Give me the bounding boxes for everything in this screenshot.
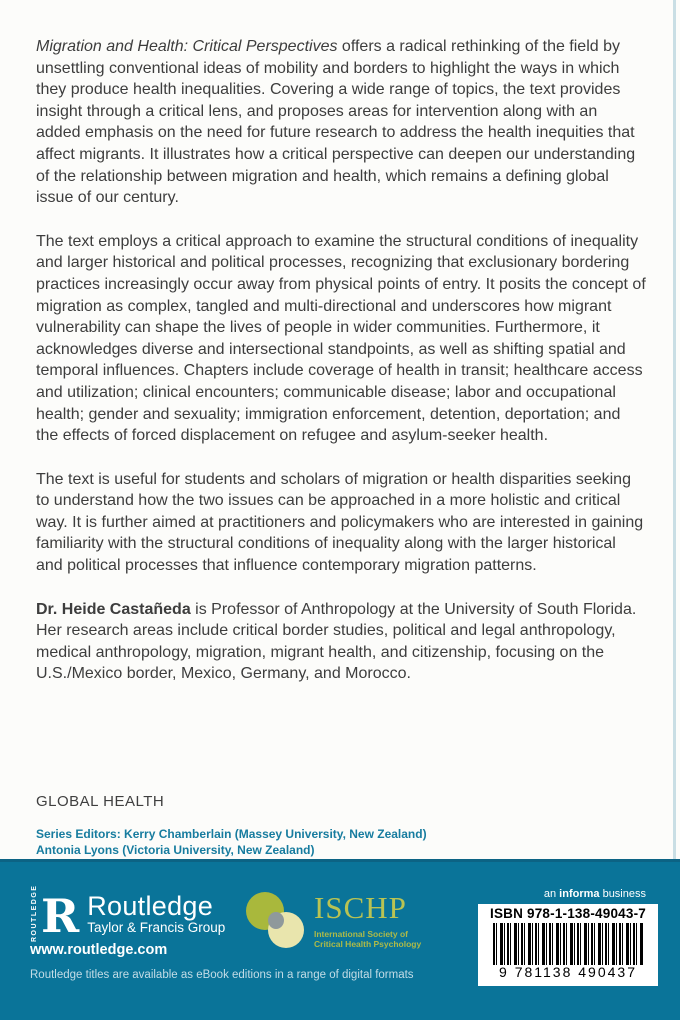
paragraph-1-body: offers a radical rethinking of the field by unsettling conventional ideas of mobility and borders to highlight the ways in which they produce health inequalities. Covering a wide range of topics, the text provides insight through a critical lens, and proposes areas for intervention along with an added emphasis on the need for future research to address the health inequities that affect migrants. It illustrates how a critical perspective can deepen our understanding of the relationship between migration and health, which remains a defining global issue of our century. [36,38,636,207]
synopsis-paragraph-3: The text is useful for students and scholars of migration or health disparities seeking to understand how the two issues can be approached in a more holistic and critical way. It is further aimed at practitioners and policymakers who are interested in gaining familiarity with the structural conditions of inequality along with the larger historical and political processes that influence contemporary migration patterns. [36,470,644,575]
routledge-wordmark [87,892,225,936]
synopsis-paragraph-1 [36,36,646,209]
ischp-text-block [314,892,421,949]
routledge-r-icon: R [41,889,80,943]
isbn-barcode [478,904,658,986]
series-editors-line1: Series Editors: Kerry Chamberlain (Massey University, New Zealand) [36,827,427,841]
isbn-label: ISBN 978-1-138-49043-7 [490,906,646,921]
synopsis-paragraph-2: The text employs a critical approach to examine the structural conditions of inequality and larger historical and political processes, recognizing that exclusionary bordering practices increasingly occur away from physical points of entry. It posits the concept of migration as complex, tangled and multi-directional and underscores how migrant vulnerability can shape the lives of people in wider communities. Furthermore, it acknowledges diverse and intersectional standpoints, as well as shifting spatial and temporal influences. Chapters include coverage of health in transit; healthcare access and utilization; clinical encounters; communicable disease; labor and occupational health; gender and sexuality; immigration enforcement, detention, deportation; and the effects of forced displacement on refugee and asylum-seeker health. [36,232,646,445]
barcode-bars-icon [493,923,643,965]
ischp-logo [246,892,436,958]
routledge-name: Routledge [87,891,214,921]
author-bio-body: is Professor of Anthropology at the University of South Florida. Her research areas include critical border studies, political and legal anthropology, medical anthropology, migration, migrant health, and citizenship, focusing on the U.S./Mexico border, Mexico, Germany, and Morocco. [36,600,637,683]
book-title-italic: Migration and Health: Critical Perspectives [36,38,338,55]
ischp-subtitle-line2: Critical Health Psychology [314,939,422,949]
series-editors-line2: Antonia Lyons (Victoria University, New Zealand) [36,843,315,857]
scan-edge-line [673,0,676,862]
isbn-number: 9 781138 490437 [499,964,637,980]
publisher-band [0,859,680,1020]
ischp-circles-overlap-icon [268,912,284,929]
synopsis-text [36,36,646,707]
routledge-logo-mark [30,884,80,943]
series-editors [36,826,427,858]
taylor-francis-group-label: Taylor & Francis Group [87,920,226,935]
ischp-subtitle [314,929,421,949]
informa-wordmark: informa [559,888,600,900]
ebook-availability-note: Routledge titles are available as eBook editions in a range of digital formats [30,969,414,981]
informa-business-label [544,888,646,900]
routledge-logo [30,884,226,943]
informa-suffix: business [599,888,646,900]
ischp-subtitle-line1: International Society of [314,929,408,939]
author-bio-paragraph [36,599,646,685]
series-category-label: GLOBAL HEALTH [36,793,165,810]
informa-prefix: an [543,888,560,900]
routledge-vertical-wordmark: ROUTLEDGE [31,884,38,942]
ischp-acronym: ISCHP [314,890,407,925]
routledge-url: www.routledge.com [30,942,168,958]
author-name: Dr. Heide Castañeda [36,600,191,618]
